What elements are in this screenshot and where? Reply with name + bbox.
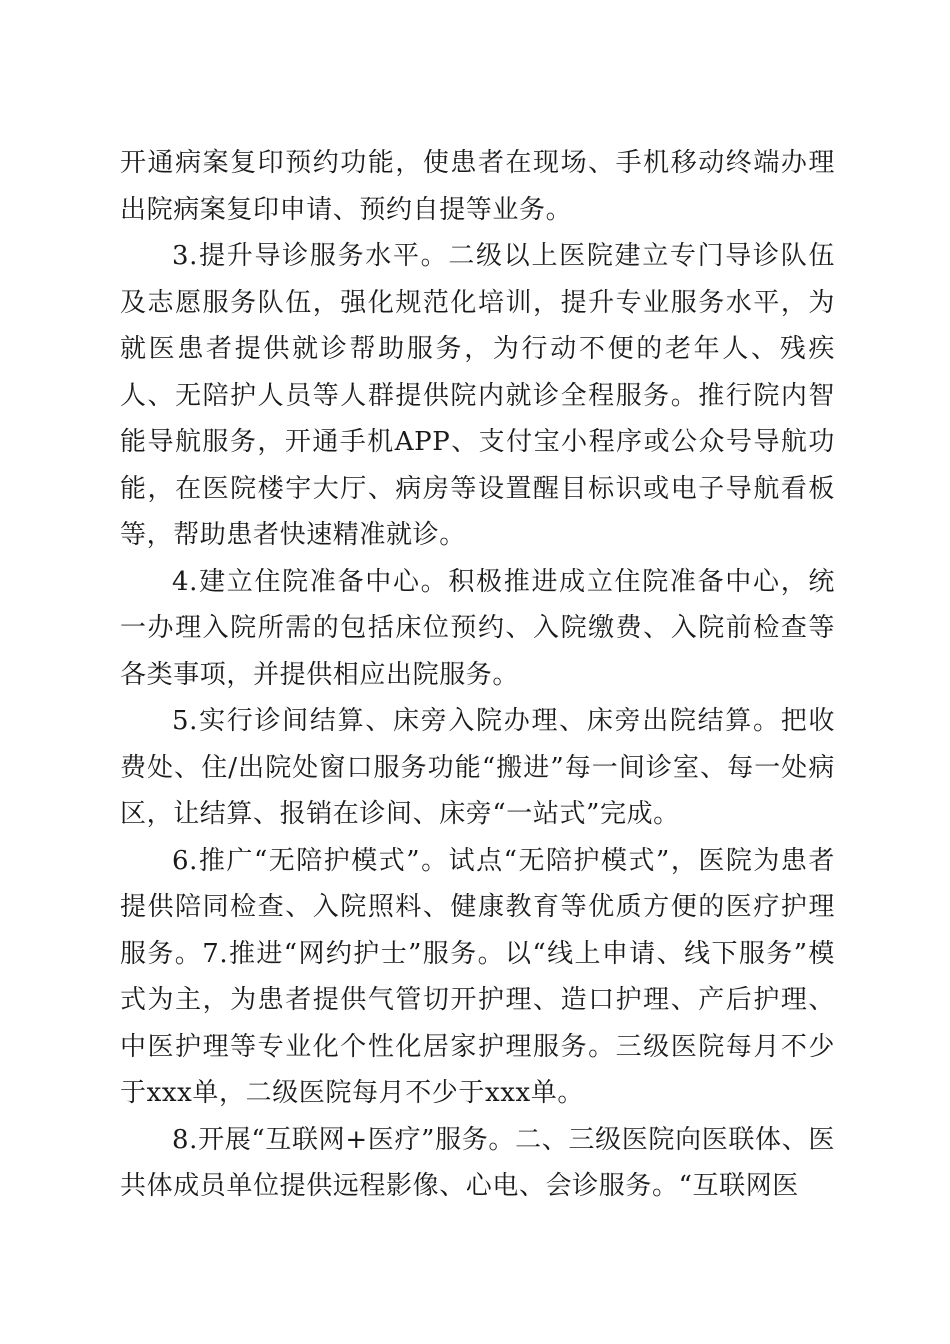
paragraph-no-escort-mode: 6.推广“无陪护模式”。试点“无陪护模式”，医院为患者提供陪同检查、入院照料、健康教育等优质方便的医疗护理服务。7.推进“网约护士”服务。以“线上申请、线下服务”模式为主，为患者提供气管切开护理、造口护理、产后护理、中医护理等专业化个性化居家护理服务。三级医院每月不少于xxx单，二级医院每月不少于xxx单。 xyxy=(120,845,835,1108)
document-body xyxy=(120,140,835,1210)
paragraph-internet-medical: 8.开展“互联网+医疗”服务。二、三级医院向医联体、医共体成员单位提供远程影像、心电、会诊服务。“互联网医 xyxy=(120,1124,835,1201)
paragraph-guidance-service: 3.提升导诊服务水平。二级以上医院建立专门导诊队伍及志愿服务队伍，强化规范化培训，提升专业服务水平，为就医患者提供就诊帮助服务，为行动不便的老年人、残疾人、无陪护人员等人群提供院内就诊全程服务。推行院内智能导航服务，开通手机APP、支付宝小程序或公众号导航功能，在医院楼宇大厅、病房等设置醒目标识或电子导航看板等，帮助患者快速精准就诊。 xyxy=(120,241,835,550)
paragraph-continuation: 开通病案复印预约功能，使患者在现场、手机移动终端办理出院病案复印申请、预约自提等业务。 xyxy=(120,148,835,225)
paragraph-bedside-settlement: 5.实行诊间结算、床旁入院办理、床旁出院结算。把收费处、住/出院处窗口服务功能“搬进”每一间诊室、每一处病区，让结算、报销在诊间、床旁“一站式”完成。 xyxy=(120,706,835,829)
paragraph-admission-center: 4.建立住院准备中心。积极推进成立住院准备中心，统一办理入院所需的包括床位预约、入院缴费、入院前检查等各类事项，并提供相应出院服务。 xyxy=(120,566,835,690)
